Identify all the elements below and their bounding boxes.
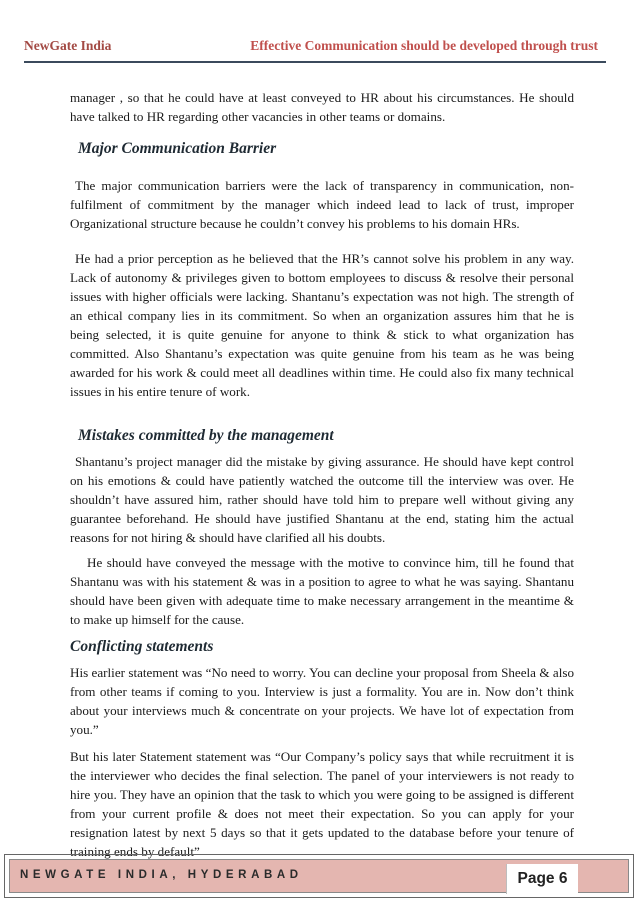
- paragraph-mistakes-2: He should have conveyed the message with the motive to convince him, till he found that Shantanu was with his statement & was in a position to agree to what he was saying. Shantanu should have been given with adequate time to make necessary arrangement in the meantime & to make up himself for the cause.: [70, 555, 574, 627]
- header-title: Effective Communication should be developed through trust: [250, 38, 598, 53]
- page-header: [0, 0, 638, 70]
- page-footer: [4, 854, 634, 898]
- footer-location: NEWGATE INDIA, HYDERABAD: [20, 869, 303, 881]
- paragraph-intro: manager , so that he could have at least conveyed to HR about his circumstances. He should have talked to HR regarding other vacancies in other teams or domains.: [70, 90, 574, 124]
- paragraph-earlier-statement: His earlier statement was “No need to worry. You can decline your proposal from Sheela & also from other teams if coming to you. Interview is just a formality. You are in. Now don’t think about your interviews much & concentrate on your projects. We have lot of expectation from you.”: [70, 665, 574, 737]
- footer-bar: [9, 859, 629, 893]
- page-body: [70, 88, 574, 861]
- paragraph-barrier-2: He had a prior perception as he believed that the HR’s cannot solve his problem in any way. Lack of autonomy & privileges given to bottom employees to discuss & resolve their personal issues with higher officials were lacking. Shantanu’s expectation was not high. The strength of an ethical company lies in its commitment. So when an organization assures him that he is being selected, it is quite genuine for anyone to think & stick to what organization has committed. Also Shantanu’s expectation was quite genuine from his team as he was being awarded for his work & could meet all deadlines within time. He could also fix many technical issues in his entire tenure of work.: [70, 251, 574, 399]
- page-number: Page 6: [506, 864, 578, 894]
- header-company: NewGate India: [24, 38, 112, 53]
- paragraph-later-statement: But his later Statement statement was “Our Company’s policy says that while recruitment it is the interviewer who decides the final selection. The panel of your interviewers is not ready to hire you. They have an opinion that the task to which you were going to be assigned is different from your current profile & does not meet their expectation. So you can apply for your resignation latest by next 5 days so that it gets updated to the database before your tenure of training ends by default”: [70, 749, 574, 859]
- heading-mistakes-by-management: Mistakes committed by the management: [78, 427, 334, 444]
- heading-conflicting-statements: Conflicting statements: [70, 638, 214, 655]
- heading-major-communication-barrier: Major Communication Barrier: [78, 140, 277, 157]
- header-divider: [24, 61, 606, 63]
- paragraph-barrier-1: The major communication barriers were the lack of transparency in communication, non-fulfilment of commitment by the manager which indeed lead to lack of trust, improper Organizational structure because he couldn’t convey his problems to his domain HRs.: [70, 178, 574, 231]
- paragraph-mistakes-1: Shantanu’s project manager did the mistake by giving assurance. He should have kept control on his emotions & could have patiently watched the outcome till the interview was over. He shouldn’t have assured him, rather should have told him to prepare well without giving any guarantee beforehand. He should have justified Shantanu at the end, stating him the actual reasons for not hiring & should have clarified all his doubts.: [70, 454, 574, 545]
